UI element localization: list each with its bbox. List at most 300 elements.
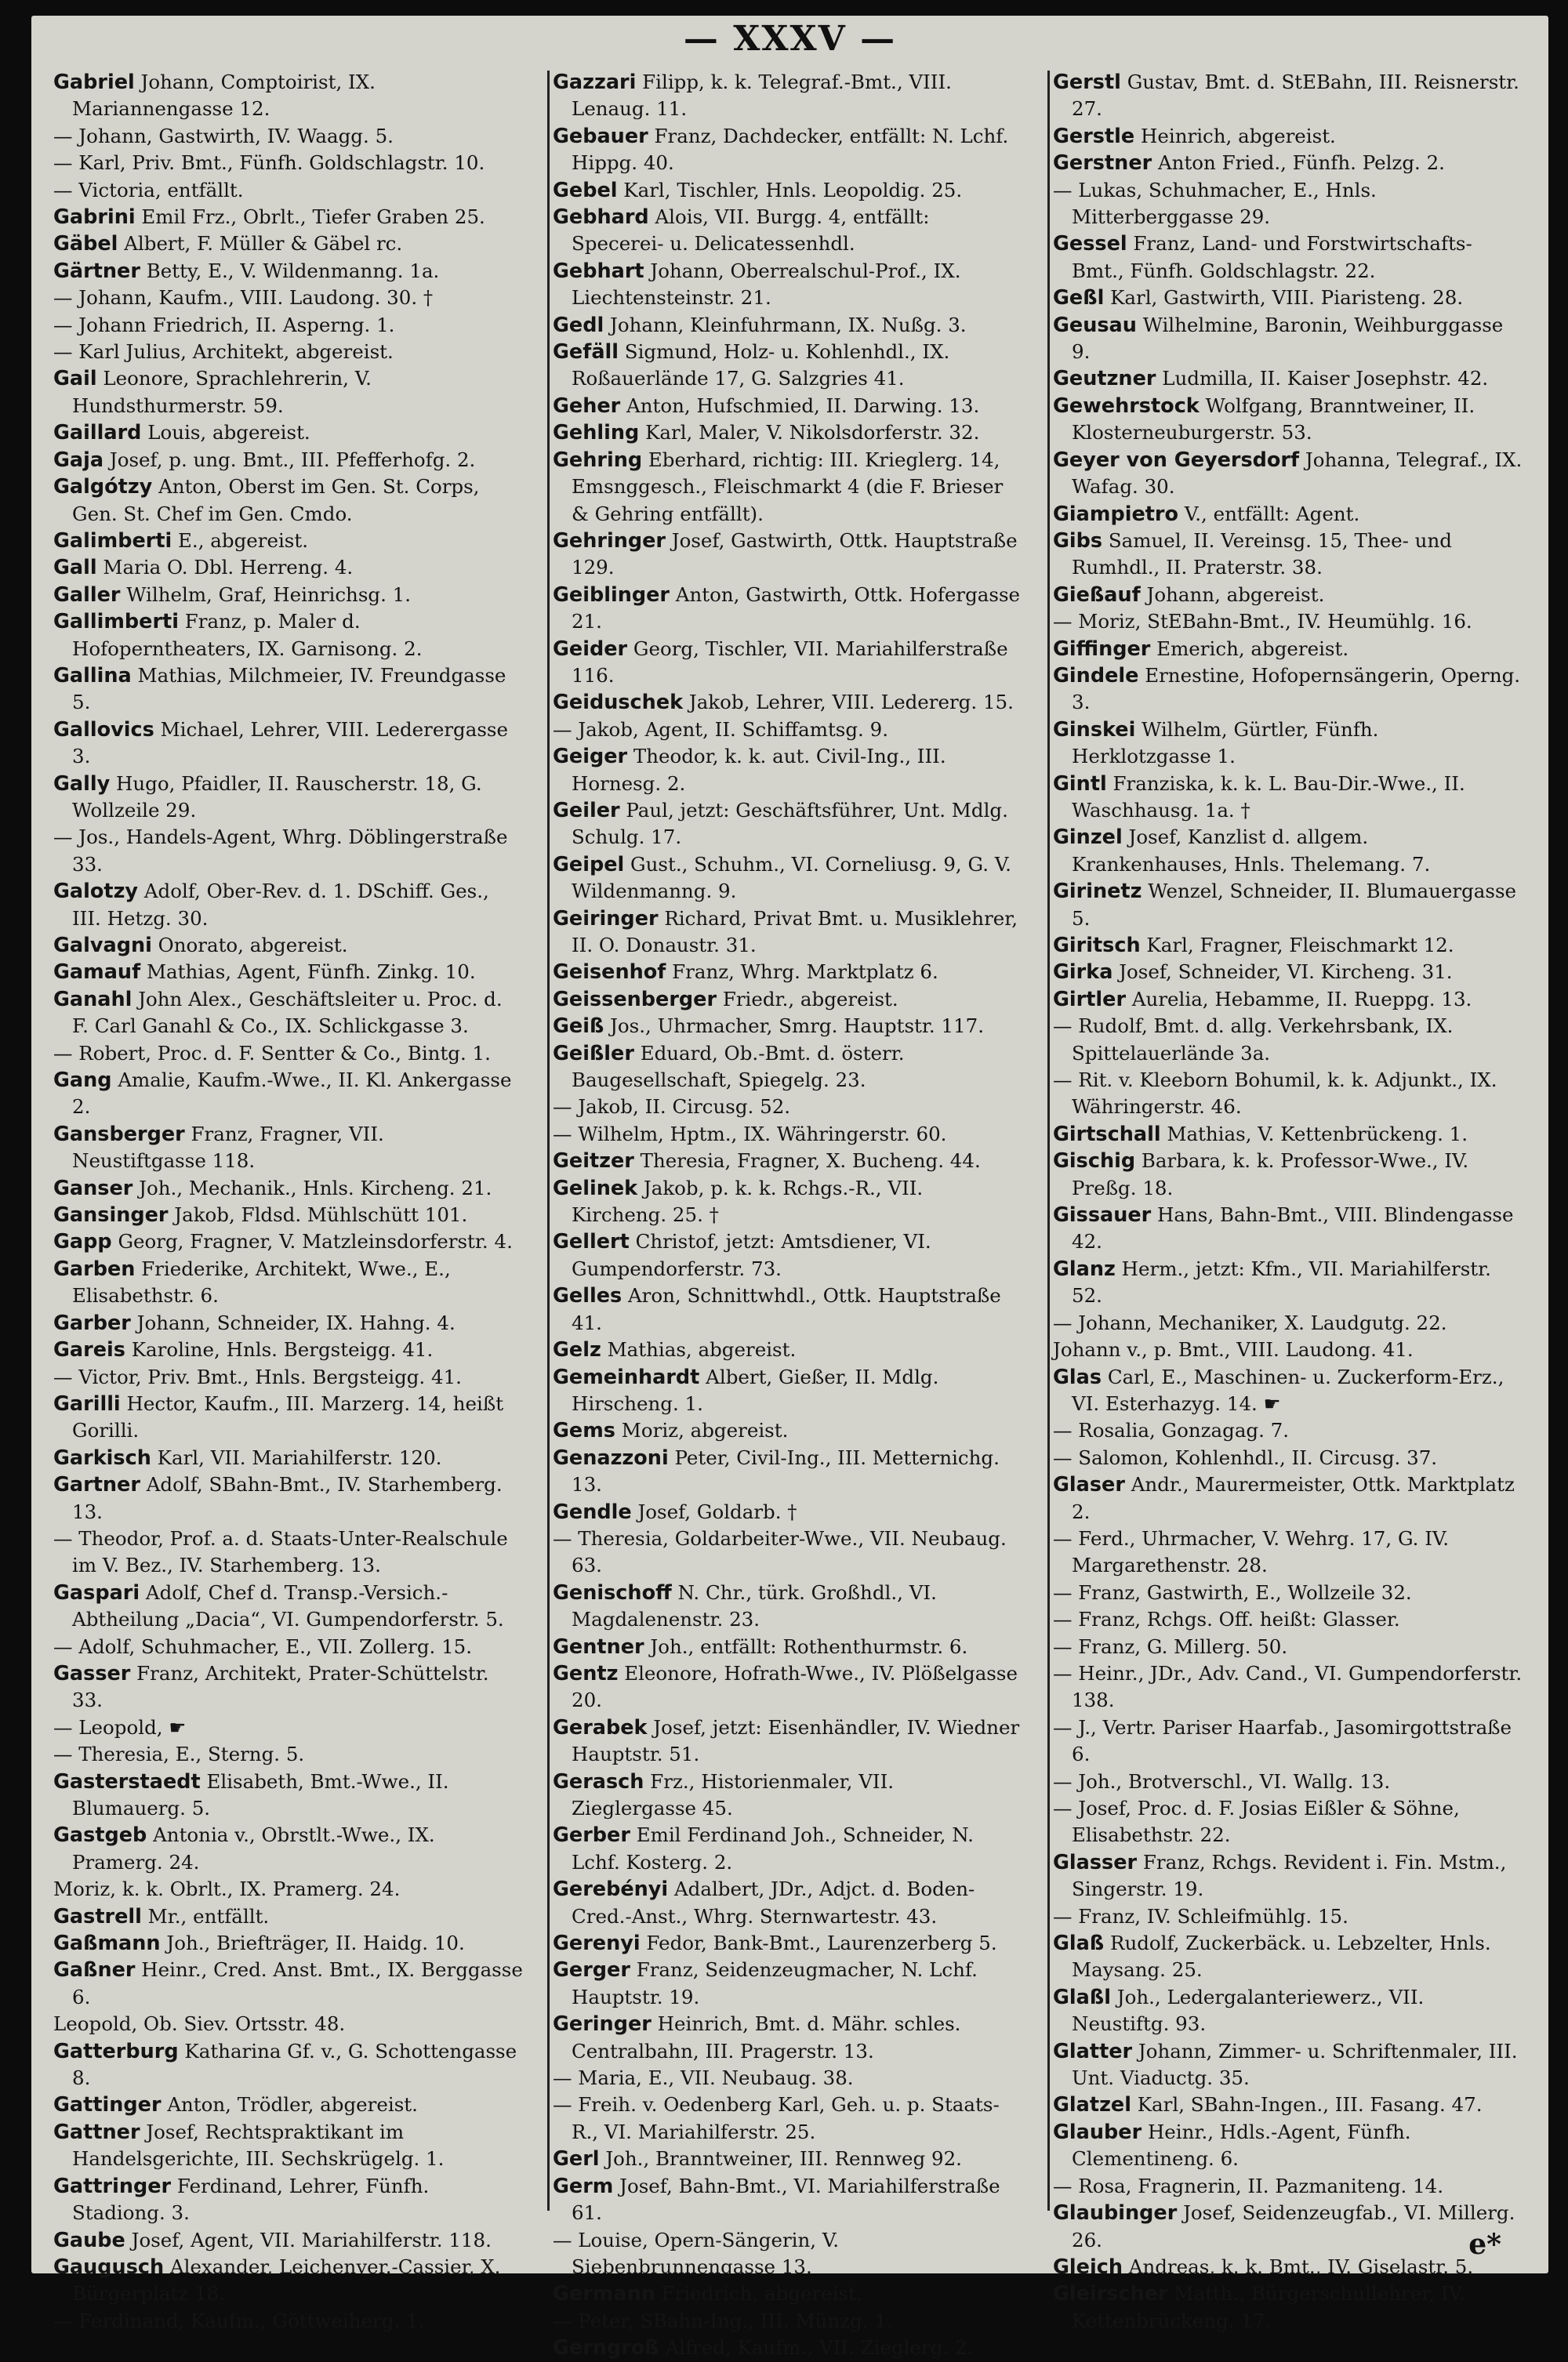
entry-details: — Ferdinand, Kaufm., Göttweiherg. 1. (53, 2309, 425, 2332)
entry-surname: Ginskei (1053, 717, 1136, 742)
entry-details: — Leopold, ☛ (53, 1715, 187, 1739)
directory-entry (53, 1526, 524, 1580)
directory-entry (553, 1148, 1023, 1174)
entry-details: Johanna, Telegraf., IX. Wafag. 30. (1072, 448, 1523, 499)
entry-details: Moriz, k. k. Obrlt., IX. Pramerg. 24. (53, 1878, 401, 1901)
entry-surname: Geiß (553, 1014, 604, 1039)
directory-entry (1053, 2092, 1523, 2118)
directory-entry (553, 717, 1023, 743)
directory-entry (53, 1202, 524, 1228)
directory-entry (1053, 2200, 1523, 2254)
entry-surname: Gerger (553, 1958, 630, 1983)
directory-entry (553, 851, 1023, 905)
directory-entry (53, 959, 524, 985)
directory-entry (1053, 447, 1523, 501)
entry-details: Anton, Gastwirth, Ottk. Hofergasse 21. (572, 582, 1021, 633)
entry-surname: Gerenyi (553, 1932, 641, 1956)
entry-details: Joh., Branntweiner, III. Rennweg 92. (599, 2147, 962, 2171)
entry-details: Albert, Gießer, II. Mdlg. Hirscheng. 1. (572, 1365, 939, 1415)
directory-entry (553, 528, 1023, 582)
directory-entry (53, 1310, 524, 1337)
directory-entry (53, 1903, 524, 1930)
directory-entry (553, 1957, 1023, 2011)
entry-surname: Gattner (53, 2120, 140, 2144)
directory-entry (53, 1445, 524, 1471)
entry-surname: Gebel (553, 178, 618, 202)
entry-surname: Galler (53, 582, 121, 607)
directory-entry (553, 1283, 1023, 1337)
entry-surname: Gerber (553, 1823, 630, 1848)
entry-surname: Geissenberger (553, 987, 717, 1011)
entry-details: — Moriz, StEBahn-Bmt., IV. Heumühlg. 16. (1053, 610, 1472, 633)
entry-details: Gust., Schuhm., VI. Corneliusg. 9, G. V. Wildenmanng. 9. (572, 852, 1011, 903)
directory-entry (553, 258, 1023, 312)
directory-entry (53, 1067, 524, 1121)
column-3 (1053, 69, 1523, 2332)
entry-details: Anton, Oberst im Gen. St. Corps, Gen. St. Chef im Gen. Cmdo. (72, 475, 480, 525)
directory-entry (1053, 1364, 1523, 1418)
entry-details: Anton, Trödler, abgereist. (161, 2093, 418, 2117)
entry-surname: Gleirscher (1053, 2282, 1168, 2306)
directory-entry (553, 2173, 1023, 2227)
directory-entry (53, 1364, 524, 1391)
directory-entry (553, 2280, 1023, 2307)
entry-details: Matth., Bürgerschullehrer, IV. Kettenbrückeng. 17. (1072, 2282, 1465, 2332)
entry-details: — Karl, Priv. Bmt., Fünfh. Goldschlagstr. 10. (53, 151, 485, 175)
entry-details: — Peter, SBahn-Ing., III. Münzg. 1. (553, 2309, 893, 2332)
directory-entry (53, 986, 524, 1040)
entry-surname: Gerasch (553, 1769, 644, 1794)
directory-entry (53, 339, 524, 365)
entry-details: Wilhelm, Gürtler, Fünfh. Herklotzgasse 1. (1072, 717, 1379, 768)
entry-details: Betty, E., V. Wildenmanng. 1a. (140, 259, 440, 282)
directory-entry (1053, 1526, 1523, 1580)
entry-details: Franz, Land- und Forstwirtschafts-Bmt., Fünfh. Goldschlagstr. 22. (1072, 232, 1472, 282)
directory-entry (53, 1471, 524, 1526)
entry-details: Georg, Tischler, VII. Mariahilferstraße 116. (572, 637, 1008, 687)
entry-details: — Ferd., Uhrmacher, V. Wehrg. 17, G. IV. Margarethenstr. 28. (1053, 1526, 1450, 1577)
entry-details: Franz, Seidenzeugmacher, N. Lchf. Hauptstr. 19. (572, 1958, 978, 2008)
entry-surname: Geiduschek (553, 691, 684, 715)
directory-entry (553, 1040, 1023, 1094)
directory-entry (1053, 150, 1523, 176)
directory-entry (1053, 608, 1523, 635)
entry-surname: Gaube (53, 2228, 125, 2252)
directory-entry (553, 1714, 1023, 1769)
directory-entry (1053, 1445, 1523, 1471)
entry-details: Albert, F. Müller & Gäbel rc. (118, 232, 403, 256)
directory-entry (53, 878, 524, 932)
entry-details: Heinr., Hdls.-Agent, Fünfh. Clementineng. 6. (1072, 2120, 1411, 2171)
directory-entry (553, 123, 1023, 177)
entry-details: Maria O. Dbl. Herreng. 4. (96, 556, 354, 579)
directory-entry (553, 2146, 1023, 2172)
directory-entry (1053, 2280, 1523, 2335)
entry-surname: Gemeinhardt (553, 1365, 700, 1389)
entry-surname: Glasser (1053, 1850, 1138, 1874)
entry-details: Josef, jetzt: Eisenhändler, IV. Wiedner Hauptstr. 51. (572, 1715, 1020, 1766)
directory-entry (553, 1175, 1023, 1229)
entry-details: Elisabeth, Bmt.-Wwe., II. Blumauerg. 5. (72, 1769, 449, 1820)
entry-details: Josef, Rechtspraktikant im Handelsgerichte, III. Sechskrügelg. 1. (72, 2120, 445, 2171)
directory-entry (553, 1660, 1023, 1714)
entry-details: Johann, Kleinfuhrmann, IX. Nußg. 3. (604, 313, 967, 336)
entry-surname: Germann (553, 2282, 655, 2306)
entry-details: Hans, Bahn-Bmt., VIII. Blindengasse 42. (1072, 1203, 1514, 1254)
entry-surname: Geitzer (553, 1149, 634, 1174)
directory-entry (53, 312, 524, 339)
directory-page (31, 16, 1548, 2360)
directory-entry (553, 447, 1023, 528)
entry-surname: Giampietro (1053, 502, 1179, 526)
entry-details: — Rosa, Fragnerin, II. Pazmaniteng. 14. (1053, 2174, 1444, 2197)
entry-surname: Gansberger (53, 1122, 185, 1146)
entry-surname: Geiblinger (553, 582, 670, 607)
directory-entry (553, 1634, 1023, 1660)
entry-details: — Salomon, Kohlenhdl., II. Circusg. 37. (1053, 1446, 1438, 1469)
entry-surname: Gibs (1053, 528, 1103, 553)
entry-surname: Gerngroß (553, 2336, 659, 2360)
directory-entry (53, 771, 524, 825)
directory-entry (53, 1957, 524, 2011)
directory-entry (553, 636, 1023, 690)
entry-details: Samuel, II. Vereinsg. 15, Thee- und Rumhdl., II. Praterstr. 38. (1072, 528, 1452, 579)
entry-details: Leopold, Ob. Siev. Ortsstr. 48. (53, 2012, 346, 2036)
entry-surname: Geisenhof (553, 960, 666, 985)
directory-entry (553, 1013, 1023, 1039)
entry-details: Frz., Historienmaler, VII. Zieglergasse 45. (572, 1769, 895, 1820)
directory-entry (553, 69, 1023, 123)
entry-details: John Alex., Geschäftsleiter u. Proc. d. F. Carl Ganahl & Co., IX. Schlickgasse 3. (72, 987, 503, 1038)
entry-surname: Ganser (53, 1176, 133, 1200)
entry-surname: Gamauf (53, 960, 141, 985)
entry-details: Jos., Uhrmacher, Smrg. Hauptstr. 117. (604, 1014, 985, 1038)
entry-details: Heinrich, abgereist. (1134, 124, 1336, 147)
column-2 (553, 69, 1023, 2360)
entry-surname: Gessel (1053, 232, 1127, 256)
entry-surname: Gentner (553, 1635, 644, 1659)
directory-entry (553, 1364, 1023, 1418)
entry-details: Karl, Tischler, Hnls. Leopoldig. 25. (617, 178, 963, 201)
entry-details: Friedrich, abgereist. (655, 2282, 862, 2306)
entry-surname: Gasterstaedt (53, 1769, 201, 1794)
entry-surname: Geutzner (1053, 367, 1156, 391)
entry-surname: Giffinger (1053, 637, 1151, 661)
entry-surname: Gebauer (553, 124, 648, 148)
directory-entry (53, 528, 524, 554)
entry-surname: Glaßl (1053, 1985, 1111, 2009)
entry-surname: Glaß (1053, 1932, 1105, 1956)
directory-entry (1053, 177, 1523, 231)
entry-details: — Rit. v. Kleeborn Bohumil, k. k. Adjunkt., IX. Währingerstr. 46. (1053, 1069, 1497, 1119)
directory-entry (1053, 2038, 1523, 2092)
entry-details: Josef, Kanzlist d. allgem. Krankenhauses, Hnls. Thelemang. 7. (1072, 825, 1431, 876)
entry-details: Rudolf, Zuckerbäck. u. Lebzelter, Hnls. Maysang. 25. (1072, 1932, 1491, 1982)
entry-details: Friedr., abgereist. (717, 987, 898, 1010)
entry-surname: Garben (53, 1257, 136, 1281)
entry-details: — Louise, Opern-Sängerin, V. Siebenbrunnengasse 13. (553, 2228, 840, 2278)
entry-details: Sigmund, Holz- u. Kohlenhdl., IX. Roßauerlände 17, G. Salzgries 41. (572, 340, 950, 390)
entry-surname: Gendle (553, 1500, 632, 1524)
entry-surname: Gally (53, 771, 111, 796)
entry-surname: Gail (53, 367, 97, 391)
entry-details: — Johann, Mechaniker, X. Laudgutg. 22. (1053, 1311, 1447, 1334)
entry-details: Mathias, V. Kettenbrückeng. 1. (1160, 1122, 1468, 1145)
directory-entry (1053, 1660, 1523, 1714)
directory-entry (553, 743, 1023, 797)
directory-entry (553, 1337, 1023, 1363)
directory-entry (553, 582, 1023, 636)
entry-details: Wilhelm, Graf, Heinrichsg. 1. (120, 582, 412, 606)
entry-surname: Galvagni (53, 934, 152, 957)
entry-details: — Theresia, Goldarbeiter-Wwe., VII. Neubaug. 63. (553, 1526, 1007, 1577)
entry-details: Leonore, Sprachlehrerin, V. Hundsthurmerstr. 59. (72, 367, 372, 417)
entry-details: Karl, SBahn-Ingen., III. Fasang. 47. (1131, 2093, 1483, 2117)
entry-surname: Geyer von Geyersdorf (1053, 448, 1300, 472)
entry-details: Jakob, Lehrer, VIII. Ledererg. 15. (683, 691, 1014, 714)
entry-details: Alexander, Leichenver.-Cassier, X. Bürgerplatz 18. (72, 2255, 501, 2306)
directory-entry (1053, 771, 1523, 825)
columns (53, 69, 1527, 2360)
directory-entry (53, 608, 524, 662)
directory-entry (53, 662, 524, 717)
entry-details: — Wilhelm, Hptm., IX. Währingerstr. 60. (553, 1122, 947, 1145)
directory-entry (1053, 285, 1523, 311)
directory-entry (53, 285, 524, 311)
entry-details: E., abgereist. (172, 528, 309, 552)
entry-details: — Maria, E., VII. Neubaug. 38. (553, 2066, 854, 2090)
directory-entry (553, 2092, 1023, 2146)
entry-details: Antonia v., Obrstlt.-Wwe., IX. Pramerg. 24. (72, 1823, 435, 1874)
directory-entry (1053, 2254, 1523, 2280)
entry-surname: Geringer (553, 2012, 652, 2037)
entry-surname: Geider (553, 637, 628, 661)
entry-surname: Gems (553, 1419, 615, 1443)
entry-details: Ludmilla, II. Kaiser Josephstr. 42. (1156, 367, 1489, 390)
entry-surname: Gaugusch (53, 2255, 165, 2279)
directory-entry (53, 1876, 524, 1903)
entry-details: Heinrich, Bmt. d. Mähr. schles. Centralbahn, III. Pragerstr. 13. (572, 2012, 961, 2063)
entry-surname: Gindele (1053, 663, 1139, 688)
entry-details: Fedor, Bank-Bmt., Laurenzerberg 5. (640, 1932, 997, 1955)
directory-entry (553, 177, 1023, 204)
directory-entry (553, 393, 1023, 419)
directory-entry (53, 365, 524, 419)
entry-details: Franz, Dachdecker, entfällt: N. Lchf. Hippg. 40. (572, 124, 1009, 175)
entry-details: — Victor, Priv. Bmt., Hnls. Bergsteigg. 41. (53, 1365, 462, 1388)
directory-entry (1053, 393, 1523, 447)
directory-entry (553, 2335, 1023, 2361)
entry-details: — Joh., Brotverschl., VI. Wallg. 13. (1053, 1769, 1391, 1793)
directory-entry (53, 258, 524, 285)
entry-details: — Theodor, Prof. a. d. Staats-Unter-Realschule im V. Bez., IV. Starhemberg. 13. (53, 1526, 508, 1577)
directory-entry (1053, 1067, 1523, 1121)
directory-entry (53, 582, 524, 608)
entry-surname: Gaßner (53, 1958, 136, 1983)
directory-entry (1053, 582, 1523, 608)
entry-details: Josef, Agent, VII. Mariahilferstr. 118. (125, 2228, 492, 2251)
entry-surname: Gapp (53, 1230, 112, 1254)
entry-surname: Gattinger (53, 2093, 162, 2117)
entry-details: Barbara, k. k. Professor-Wwe., IV. Preßg. 18. (1072, 1149, 1469, 1199)
entry-surname: Genazzoni (553, 1446, 669, 1470)
directory-entry (1053, 636, 1523, 662)
directory-entry (1053, 986, 1523, 1013)
entry-details: — Robert, Proc. d. F. Sentter & Co., Bintg. 1. (53, 1041, 491, 1065)
entry-surname: Gentz (553, 1661, 619, 1685)
entry-surname: Gerebényi (553, 1878, 669, 1902)
entry-details: Gustav, Bmt. d. StEBahn, III. Reisnerstr. 27. (1072, 71, 1519, 121)
directory-entry (1053, 1148, 1523, 1202)
entry-surname: Glaubinger (1053, 2201, 1178, 2226)
entry-surname: Geusau (1053, 313, 1137, 337)
entry-details: Mathias, abgereist. (601, 1338, 797, 1362)
entry-surname: Garkisch (53, 1446, 151, 1470)
directory-entry (53, 1121, 524, 1175)
entry-details: Heinr., Cred. Anst. Bmt., IX. Berggasse 6. (72, 1958, 523, 2008)
entry-details: Peter, Civil-Ing., III. Metternichg. 13. (572, 1446, 1000, 1497)
entry-surname: Gartner (53, 1473, 140, 1497)
entry-surname: Gehring (553, 448, 643, 472)
directory-entry (53, 1741, 524, 1768)
directory-entry (1053, 932, 1523, 959)
directory-entry (53, 1822, 524, 1876)
entry-details: — Jos., Handels-Agent, Whrg. Döblingerstraße 33. (53, 825, 508, 876)
entry-surname: Gastrell (53, 1904, 142, 1928)
entry-surname: Gleich (1053, 2255, 1123, 2279)
entry-surname: Geßl (1053, 286, 1105, 310)
directory-entry (553, 1526, 1023, 1580)
entry-surname: Girtschall (1053, 1122, 1161, 1146)
entry-details: Adolf, Chef d. Transp.-Versich.-Abtheilung „Dacia“, VI. Gumpendorferstr. 5. (72, 1580, 504, 1631)
entry-details: Eberhard, richtig: III. Krieglerg. 14, Emsnggesch., Fleischmarkt 4 (die F. Brieser & Gehring entfällt). (572, 448, 1004, 525)
entry-surname: Gefäll (553, 340, 619, 365)
directory-entry (53, 177, 524, 204)
entry-details: — Johann Friedrich, II. Asperng. 1. (53, 313, 395, 336)
directory-entry (53, 932, 524, 959)
directory-entry (553, 1580, 1023, 1634)
entry-details: Mathias, Agent, Fünfh. Zinkg. 10. (140, 960, 476, 984)
entry-details: Eduard, Ob.-Bmt. d. österr. Baugesellschaft, Spiegelg. 23. (572, 1041, 905, 1092)
entry-details: Karoline, Hnls. Bergsteigg. 41. (125, 1338, 434, 1362)
directory-entry (53, 204, 524, 230)
entry-surname: Gärtner (53, 259, 140, 283)
entry-surname: Gehling (553, 421, 640, 445)
entry-details: Josef, Gastwirth, Ottk. Hauptstraße 129. (572, 528, 1018, 579)
entry-details: Josef, Schneider, VI. Kircheng. 31. (1112, 960, 1453, 984)
entry-details: Jakob, Fldsd. Mühlschütt 101. (168, 1203, 468, 1227)
entry-details: Wolfgang, Branntweiner, II. Klosterneuburgerstr. 53. (1072, 394, 1475, 444)
entry-details: Filipp, k. k. Telegraf.-Bmt., VIII. Lenaug. 11. (572, 71, 952, 121)
directory-entry (1053, 1310, 1523, 1337)
entry-details: Joh., Briefträger, II. Haidg. 10. (160, 1932, 465, 1955)
signature-mark: e* (1468, 2228, 1501, 2261)
entry-details: Johann, Schneider, IX. Hahng. 4. (130, 1311, 456, 1334)
entry-details: Wilhelmine, Baronin, Weihburggasse 9. (1072, 313, 1504, 364)
directory-entry (1053, 1417, 1523, 1444)
entry-surname: Gabriel (53, 71, 135, 94)
entry-details: V., entfällt: Agent. (1178, 502, 1360, 525)
entry-details: — Josef, Proc. d. F. Josias Eißler & Söhne, Elisabethstr. 22. (1053, 1797, 1460, 1847)
entry-surname: Gebhard (553, 205, 649, 230)
entry-details: — Franz, G. Millerg. 50. (1053, 1635, 1288, 1658)
entry-details: Aron, Schnittwhdl., Ottk. Hauptstraße 41. (572, 1284, 1001, 1334)
entry-details: Emerich, abgereist. (1150, 637, 1349, 660)
entry-details: Adalbert, JDr., Adjct. d. Boden-Cred.-Anst., Whrg. Sternwartestr. 43. (572, 1878, 975, 1928)
entry-details: — Jakob, II. Circusg. 52. (553, 1095, 791, 1119)
entry-surname: Gallimberti (53, 610, 179, 634)
directory-entry (53, 1228, 524, 1255)
directory-entry (1053, 1121, 1523, 1148)
directory-entry (1053, 1013, 1523, 1067)
entry-details: — Johann, Kaufm., VIII. Laudong. 30. † (53, 286, 434, 310)
directory-entry (53, 2173, 524, 2227)
entry-details: — Lukas, Schuhmacher, E., Hnls. Mitterberggasse 29. (1053, 178, 1377, 229)
directory-entry (53, 69, 524, 123)
entry-surname: Geißler (553, 1041, 634, 1065)
entry-details: Adolf, Ober-Rev. d. 1. DSchiff. Ges., III. Hetzg. 30. (72, 880, 489, 930)
page-number: — XXXV — (683, 19, 897, 59)
entry-details: Josef, Seidenzeugfab., VI. Millerg. 26. (1072, 2201, 1515, 2251)
directory-entry (1053, 312, 1523, 366)
entry-details: Hector, Kaufm., III. Marzerg. 14, heißt Gorilli. (72, 1391, 504, 1442)
entry-details: Johann, Zimmer- u. Schriftenmaler, III. Unt. Viaductg. 35. (1072, 2039, 1518, 2090)
directory-entry (53, 123, 524, 150)
entry-surname: Ganahl (53, 987, 132, 1011)
entry-details: — Franz, Gastwirth, E., Wollzeile 32. (1053, 1580, 1412, 1604)
entry-surname: Glauber (1053, 2120, 1142, 2144)
entry-surname: Gastgeb (53, 1823, 147, 1848)
directory-entry (553, 1445, 1023, 1499)
entry-surname: Glaser (1053, 1473, 1125, 1497)
directory-entry (1053, 1714, 1523, 1769)
entry-surname: Gerabek (553, 1715, 648, 1740)
entry-surname: Gazzari (553, 71, 637, 94)
entry-details: Franziska, k. k. L. Bau-Dir.-Wwe., II. Waschhausg. 1a. † (1072, 771, 1465, 822)
entry-details: Franz, Whrg. Marktplatz 6. (666, 960, 938, 984)
entry-surname: Galimberti (53, 528, 172, 553)
directory-entry (53, 1634, 524, 1660)
directory-entry (553, 204, 1023, 258)
entry-details: — Freih. v. Oedenberg Karl, Geh. u. p. Staats-R., VI. Mariahilferstr. 25. (553, 2093, 1000, 2143)
entry-details: Franz, Rchgs. Revident i. Fin. Mstm., Singerstr. 19. (1072, 1850, 1507, 1901)
directory-entry (553, 1769, 1023, 1823)
entry-details: Emil Frz., Obrlt., Tiefer Graben 25. (135, 205, 485, 229)
entry-surname: Gischig (1053, 1149, 1136, 1174)
directory-entry (553, 797, 1023, 851)
entry-surname: Gerstl (1053, 71, 1121, 94)
entry-surname: Galgótzy (53, 475, 153, 499)
entry-details: — Franz, IV. Schleifmühlg. 15. (1053, 1904, 1348, 1928)
directory-entry (1053, 1606, 1523, 1633)
entry-details: Louis, abgereist. (141, 421, 310, 444)
entry-details: Aurelia, Hebamme, II. Rueppg. 13. (1126, 987, 1472, 1010)
entry-details: Adolf, SBahn-Bmt., IV. Starhemberg. 13. (72, 1473, 503, 1523)
entry-details: Karl, Maler, V. Nikolsdorferstr. 32. (639, 421, 980, 444)
entry-surname: Gattringer (53, 2174, 172, 2198)
directory-entry (1053, 1984, 1523, 2038)
entry-details: Franz, p. Maler d. Hofoperntheaters, IX. Garnisong. 2. (72, 610, 423, 660)
entry-details: Josef, p. ung. Bmt., III. Pfefferhofg. 2. (103, 448, 476, 471)
entry-surname: Garber (53, 1311, 131, 1335)
directory-entry (53, 2092, 524, 2118)
entry-details: Georg, Fragner, V. Matzleinsdorferstr. 4. (111, 1230, 513, 1254)
entry-surname: Gansinger (53, 1203, 169, 1228)
entry-details: Joh., entfällt: Rothenthurmstr. 6. (644, 1635, 968, 1658)
entry-details: — Johann, Gastwirth, IV. Waagg. 5. (53, 124, 394, 147)
entry-surname: Glas (1053, 1365, 1102, 1389)
entry-details: Richard, Privat Bmt. u. Musiklehrer, II. O. Donaustr. 31. (572, 906, 1018, 956)
